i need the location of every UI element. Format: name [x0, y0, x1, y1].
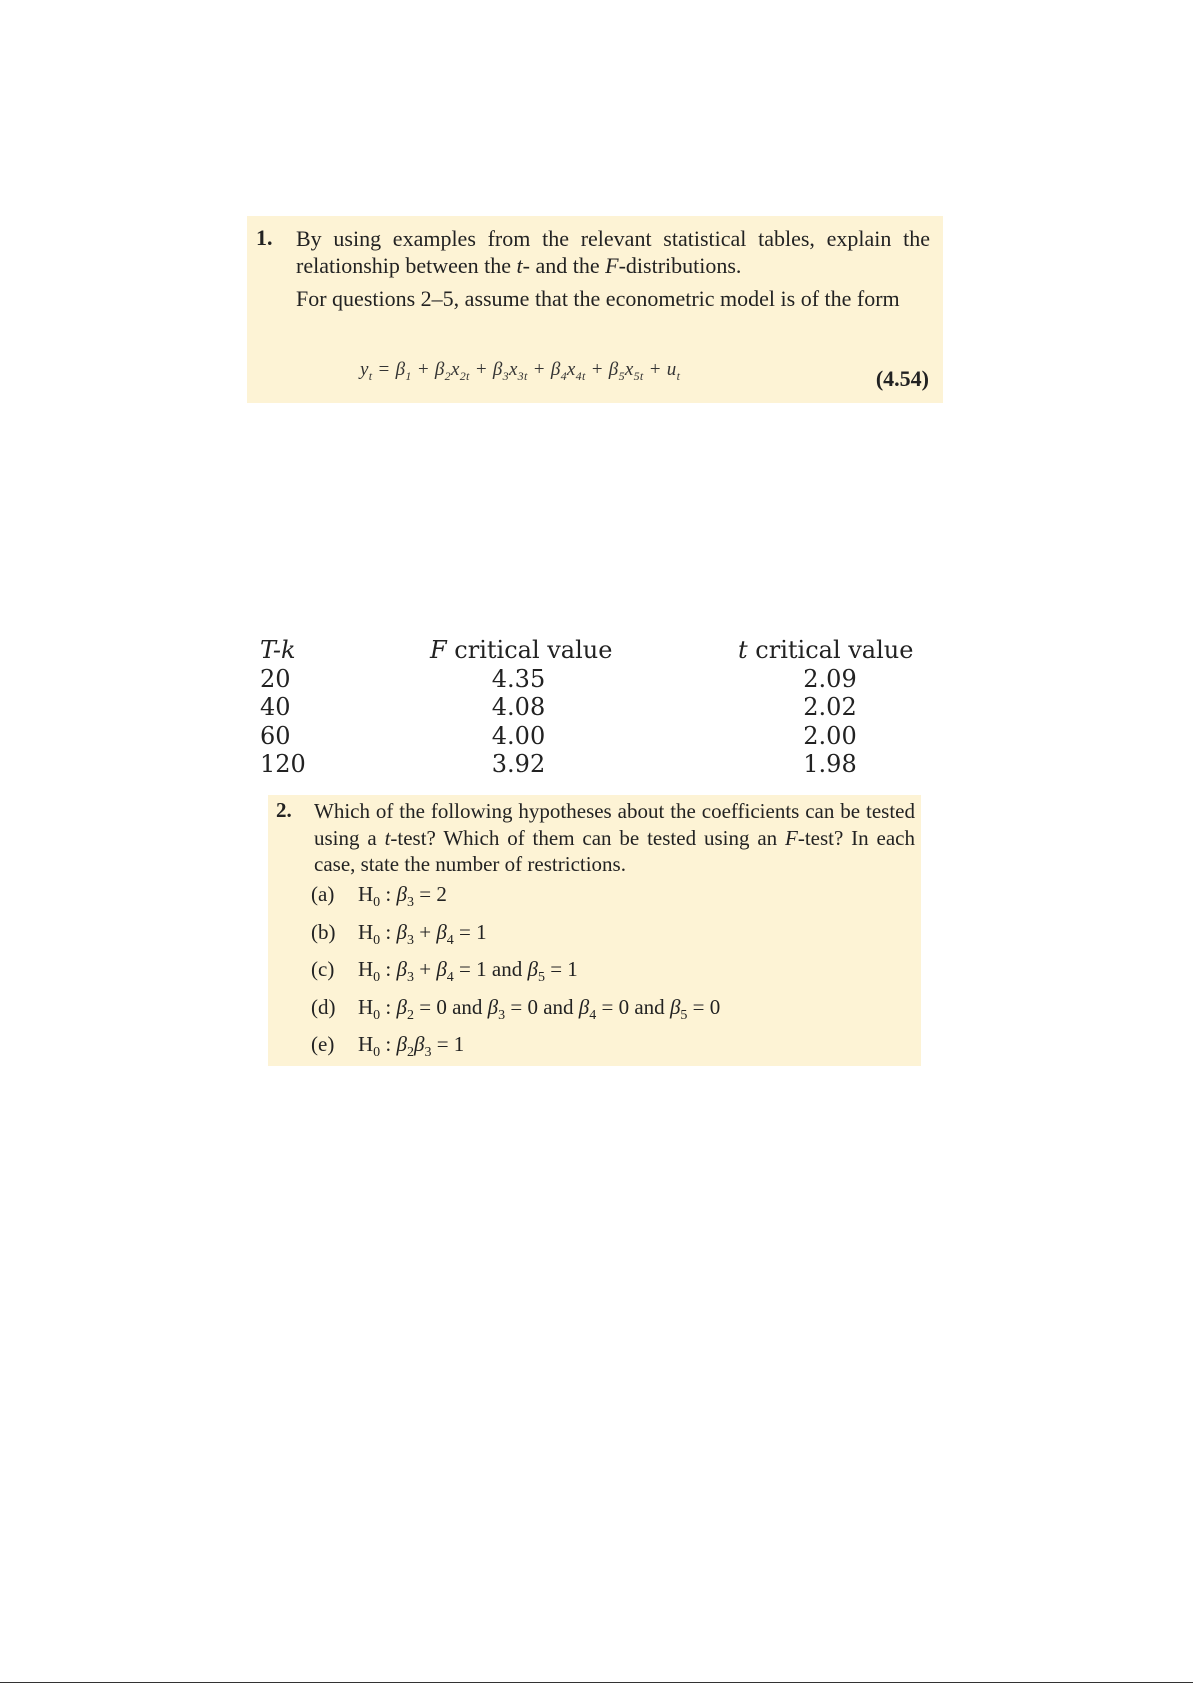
header-tk: T-k: [260, 636, 296, 664]
question-1-text: By using examples from the relevant statistical tables, explain the relationship between the t- and the F-distributions.: [296, 226, 930, 278]
cell-tk: 40: [260, 693, 291, 721]
cell-f: 4.08: [491, 693, 546, 721]
cell-f: 3.92: [491, 750, 546, 778]
header-t: t critical value: [738, 636, 914, 664]
option-label: (c): [311, 957, 335, 981]
question-1-box: [247, 216, 943, 403]
option-label: (d): [311, 995, 336, 1019]
table-row: [260, 665, 940, 694]
cell-tk: 60: [260, 721, 291, 750]
question-1-number: 1.: [256, 225, 273, 250]
option-c: (c) $H_0$ : $\beta_3 + \beta_4 = 1$ and $\beta_5 = 1$: [311, 957, 578, 986]
table-row: [260, 693, 940, 722]
cell-t: 2.02: [803, 693, 857, 721]
question-1-subtext: For questions 2–5, assume that the econometric model is of the form: [296, 286, 900, 311]
option-b: (b) $H_0$ : $\beta_3 + \beta_4 = 1$: [311, 920, 487, 949]
cell-f: 4.00: [491, 721, 546, 750]
cell-f: 4.35: [491, 664, 546, 693]
question-2-number: 2.: [276, 798, 292, 822]
critical-value-table: [260, 636, 940, 779]
question-2-box: [268, 795, 921, 1066]
table-row: [260, 750, 940, 779]
option-a: (a) $H_0$ : $\beta_3 = 2$: [311, 882, 447, 911]
table-header: [260, 636, 940, 665]
cell-t: 1.98: [803, 750, 857, 778]
cell-t: 2.00: [803, 721, 857, 750]
option-d: (d) $H_0$ : $\beta_2 = 0$ and $\beta_3 = 0$ and $\beta_4 = 0$ and $\beta_5 = 0$: [311, 995, 721, 1024]
option-label: (b): [311, 920, 336, 944]
cell-tk: 120: [260, 750, 306, 778]
model-equation: $y_t = \beta_1 + \beta_2x_{2t} + \beta_3x_{3t} + \beta_4x_{4t} + \beta_5x_{5t} + u_t$: [360, 359, 681, 383]
cell-t: 2.09: [803, 664, 857, 693]
option-label: (e): [311, 1032, 335, 1056]
header-f: F critical value: [430, 636, 613, 664]
equation-number: (4.54): [875, 366, 929, 391]
page-bottom-rule: [0, 1682, 1193, 1683]
question-2-text: Which of the following hypotheses about the coefficients can be tested using a t-test? Which of them can be tested using an F-test? In each case, state the number of restrictions.: [314, 799, 916, 876]
option-label: (a): [311, 882, 335, 906]
table-row: [260, 722, 940, 751]
option-e: (e) $H_0$ : $\beta_2\beta_3 = 1$: [311, 1032, 465, 1061]
cell-tk: 20: [260, 664, 291, 693]
